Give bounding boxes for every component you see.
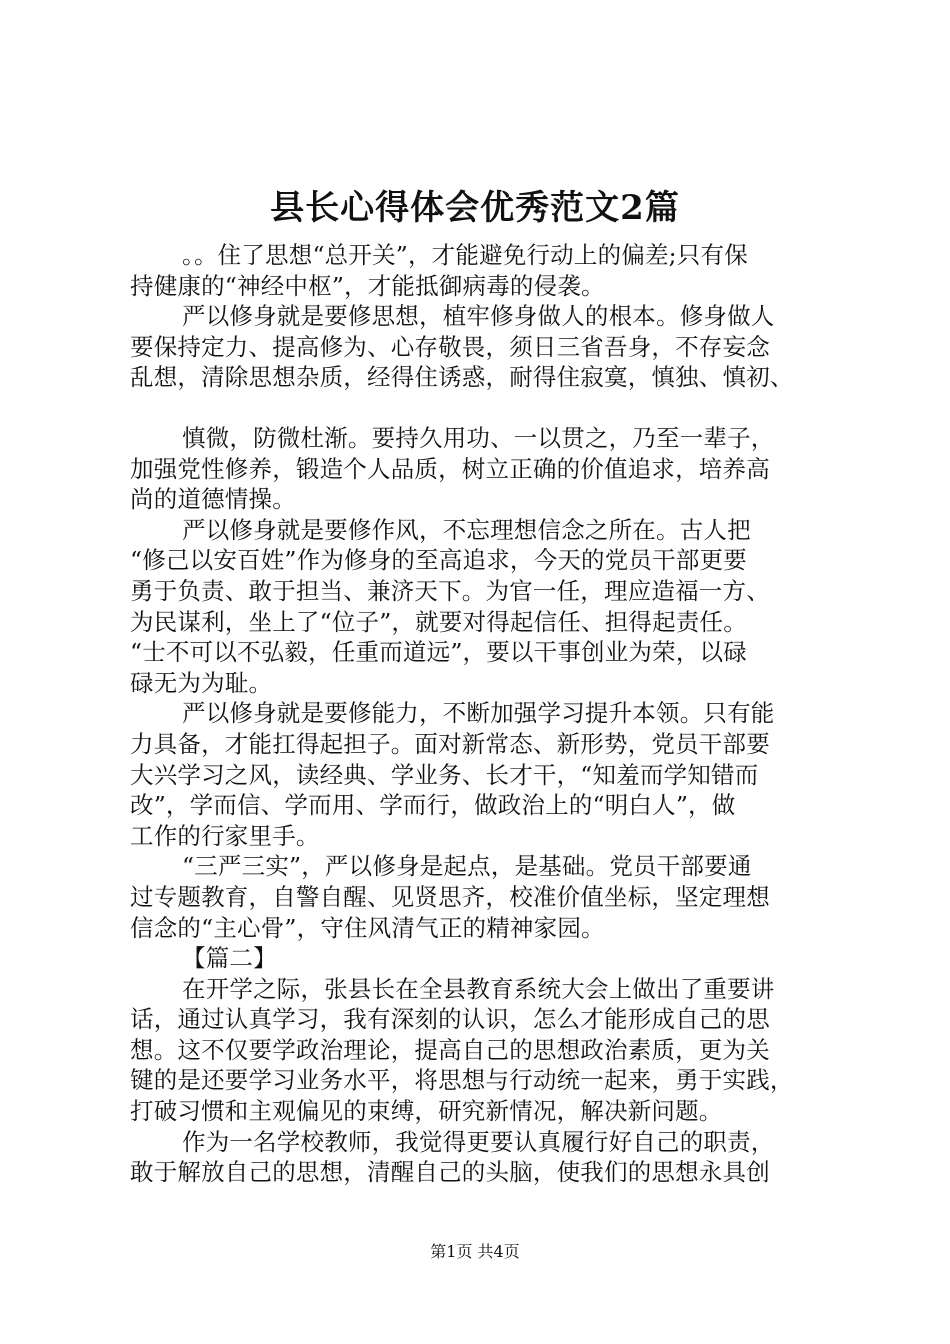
text-line: “修己以安百姓”作为修身的至高追求，今天的党员干部更要 <box>130 546 747 575</box>
text-line: 想。这不仅要学政治理论，提高自己的思想政治素质，更为关 <box>130 1035 770 1064</box>
text-line: “三严三实”，严以修身是起点，是基础。党员干部要通 <box>182 852 752 881</box>
text-line: 加强党性修养，锻造个人品质，树立正确的价值追求，培养高 <box>130 454 770 483</box>
text-line: 工作的行家里手。 <box>130 821 320 850</box>
text-line: 慎微，防微杜渐。要持久用功、一以贯之，乃至一辈子， <box>182 424 775 452</box>
text-line: 键的是还要学习业务水平，将思想与行动统一起来，勇于实践， <box>130 1066 794 1095</box>
body-text-block-b <box>130 423 830 1188</box>
text-line: “士不可以不弘毅，任重而道远”，要以干事创业为荣，以碌 <box>130 638 747 667</box>
text-line: 过专题教育，自警自醒、见贤思齐，校准价值坐标，坚定理想 <box>130 882 770 911</box>
text-line: 大兴学习之风，读经典、学业务、长才干，“知羞而学知错而 <box>130 760 759 789</box>
text-line: 在开学之际，张县长在全县教育系统大会上做出了重要讲 <box>182 974 775 1003</box>
document-title: 县长心得体会优秀范文2篇 <box>270 188 680 228</box>
text-line: 改”，学而信、学而用、学而行，做政治上的“明白人”，做 <box>130 791 736 820</box>
page-footer: 第1页 共4页 <box>430 1242 520 1261</box>
text-line: 乱想，清除思想杂质，经得住诱惑，耐得住寂寞，慎独、慎初、 <box>130 363 794 392</box>
text-line: 碌无为为耻。 <box>130 668 273 697</box>
text-line: 作为一名学校教师，我觉得更要认真履行好自己的职责， <box>182 1127 775 1156</box>
text-line: 尚的道德情操。 <box>130 485 296 514</box>
text-line: 严以修身就是要修作风，不忘理想信念之所在。古人把 <box>182 515 751 544</box>
text-line: 为民谋利，坐上了“位子”，就要对得起信任、担得起责任。 <box>130 607 747 636</box>
section-heading: 【篇二】 <box>182 944 277 973</box>
text-line: 信念的“主心骨”，守住风清气正的精神家园。 <box>130 913 605 942</box>
body-text-block-a <box>130 240 830 393</box>
text-line: 勇于负责、敢于担当、兼济天下。为官一任，理应造福一方、 <box>130 576 770 605</box>
text-line: 打破习惯和主观偏见的束缚，研究新情况，解决新问题。 <box>130 1097 723 1126</box>
text-line: 敢于解放自己的思想，清醒自己的头脑，使我们的思想永具创 <box>130 1158 770 1187</box>
text-line: 严以修身就是要修思想，植牢修身做人的根本。修身做人 <box>182 302 775 331</box>
text-line: 力具备，才能扛得起担子。面对新常态、新形势，党员干部要 <box>130 729 770 758</box>
text-line: 要保持定力、提高修为、心存敬畏，须日三省吾身，不存妄念 <box>130 332 770 361</box>
text-line: 持健康的“神经中枢”，才能抵御病毒的侵袭。 <box>130 271 605 300</box>
text-line: 。。住了思想“总开关”，才能避免行动上的偏差;只有保 <box>182 241 748 269</box>
text-line: 严以修身就是要修能力，不断加强学习提升本领。只有能 <box>182 699 775 728</box>
text-line: 话，通过认真学习，我有深刻的认识，怎么才能形成自己的思 <box>130 1005 770 1034</box>
